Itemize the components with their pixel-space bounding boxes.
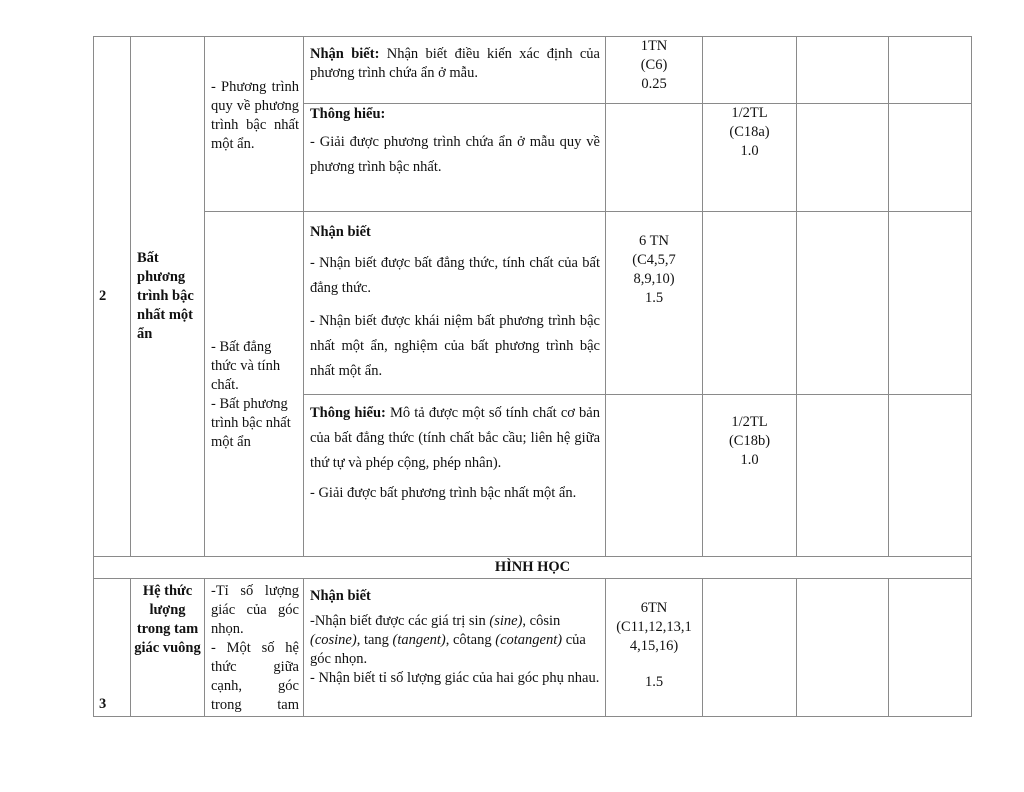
section-header: HÌNH HỌC — [94, 557, 972, 579]
count-high-application-cell — [889, 37, 972, 104]
count-comprehension-cell — [703, 104, 797, 212]
unit-text: -Tỉ số lượng giác của góc nhọn. — [211, 583, 299, 637]
count-application-cell — [797, 395, 889, 557]
requirement-text: - Nhận biết được bất đẳng thức, tính chất của bất đẳng thức. — [310, 255, 600, 296]
requirement-text: - Nhận biết được khái niệm bất phương trình bậc nhất một ẩn, nghiệm của bất phương trình bậc nhất một ẩn. — [310, 313, 600, 379]
count-recognition-cell — [606, 37, 703, 104]
count-application-cell — [797, 212, 889, 395]
count-recognition-cell — [606, 104, 703, 212]
count-line: 6TN — [640, 600, 668, 616]
count-line: (C6) — [640, 57, 668, 73]
count-line: 1.0 — [740, 452, 759, 468]
count-recognition-cell — [606, 395, 703, 557]
level-label: Nhận biết — [310, 224, 371, 240]
requirement-text: - Giải được bất phương trình bậc nhất một ẩn. — [310, 485, 577, 501]
level-label: Nhận biết — [310, 588, 371, 604]
level-label: Nhận biết: — [310, 46, 380, 62]
count-recognition-cell — [606, 212, 703, 395]
unit-text: - Phương trình quy về phương trình bậc nhất một ẩn. — [211, 79, 299, 152]
topic-name: Bất phương trình bậc nhất một ẩn — [131, 37, 205, 557]
count-high-application-cell — [889, 395, 972, 557]
row-number-2: 2 — [94, 37, 131, 557]
count-line: (C11,12,13,1 — [616, 619, 692, 635]
unit-text: - Bất phương trình bậc nhất một ẩn — [211, 396, 291, 450]
count-application-cell — [797, 37, 889, 104]
unit-cell — [205, 37, 304, 212]
requirement-cell — [304, 212, 606, 395]
row-number-3: 3 — [94, 579, 131, 717]
count-high-application-cell — [889, 212, 972, 395]
requirement-cell — [304, 579, 606, 717]
unit-cell — [205, 579, 304, 717]
count-application-cell — [797, 579, 889, 717]
requirement-cell — [304, 395, 606, 557]
requirement-cell — [304, 37, 606, 104]
table-row — [94, 579, 972, 717]
count-line: 1/2TL — [731, 105, 768, 121]
requirement-text: -Nhận biết được các giá trị sin — [310, 613, 490, 629]
count-comprehension-cell — [703, 212, 797, 395]
unit-cell — [205, 212, 304, 557]
count-line: (C18b) — [728, 433, 771, 449]
requirement-text: , tang — [356, 632, 393, 648]
count-comprehension-cell — [703, 37, 797, 104]
unit-text: - Một số hệ thức giữa cạnh, góc trong tam — [211, 640, 299, 713]
term-cosine: (cosine) — [310, 632, 357, 648]
level-label: Thông hiểu: — [310, 405, 386, 421]
count-application-cell — [797, 104, 889, 212]
count-line: 1.0 — [740, 143, 759, 159]
count-line: 0.25 — [641, 76, 667, 92]
requirement-text: - Giải được phương trình chứa ẩn ở mẫu quy về phương trình bậc nhất. — [310, 134, 600, 175]
count-line: 8,9,10) — [633, 271, 675, 287]
table-row — [94, 212, 972, 395]
count-line: (C18a) — [729, 124, 770, 140]
requirement-text: , côsin — [522, 613, 561, 629]
requirement-text: Mô tả được một số tính chất cơ bản của bất đẳng thức (tính chất bắc cầu; liên hệ giữa thứ tự và phép cộng, phép nhân). — [310, 405, 600, 471]
table-row — [94, 37, 972, 104]
unit-text: - Bất đẳng thức và tính chất. — [211, 339, 281, 393]
requirement-cell — [304, 104, 606, 212]
count-high-application-cell — [889, 104, 972, 212]
count-line: 1.5 — [644, 674, 664, 690]
count-line: 1TN — [640, 38, 668, 54]
count-line: 6 TN — [639, 233, 669, 249]
requirement-text: , côtang — [445, 632, 496, 648]
table-row — [94, 557, 972, 579]
count-comprehension-cell — [703, 579, 797, 717]
count-recognition-cell — [606, 579, 703, 717]
count-high-application-cell — [889, 579, 972, 717]
requirement-text: - Nhận biết tỉ số lượng giác của hai góc phụ nhau. — [310, 670, 600, 686]
count-line: (C4,5,7 — [632, 252, 676, 268]
count-line: 1.5 — [644, 290, 664, 306]
requirement-text: Nhận biết điều kiến xác định của phương trình chứa ẩn ở mẫu. — [310, 46, 600, 81]
count-line: 1/2TL — [731, 414, 768, 430]
term-sine: (sine) — [489, 613, 523, 629]
term-tangent: (tangent) — [392, 632, 446, 648]
term-cotangent: (cotangent) — [495, 632, 563, 648]
count-line: 4,15,16) — [629, 638, 679, 654]
topic-name: Hệ thức lượng trong tam giác vuông — [131, 579, 205, 717]
requirement-text: của góc nhọn. — [310, 632, 586, 667]
level-label: Thông hiểu: — [310, 106, 386, 122]
assessment-matrix-table — [93, 36, 972, 717]
count-comprehension-cell — [703, 395, 797, 557]
